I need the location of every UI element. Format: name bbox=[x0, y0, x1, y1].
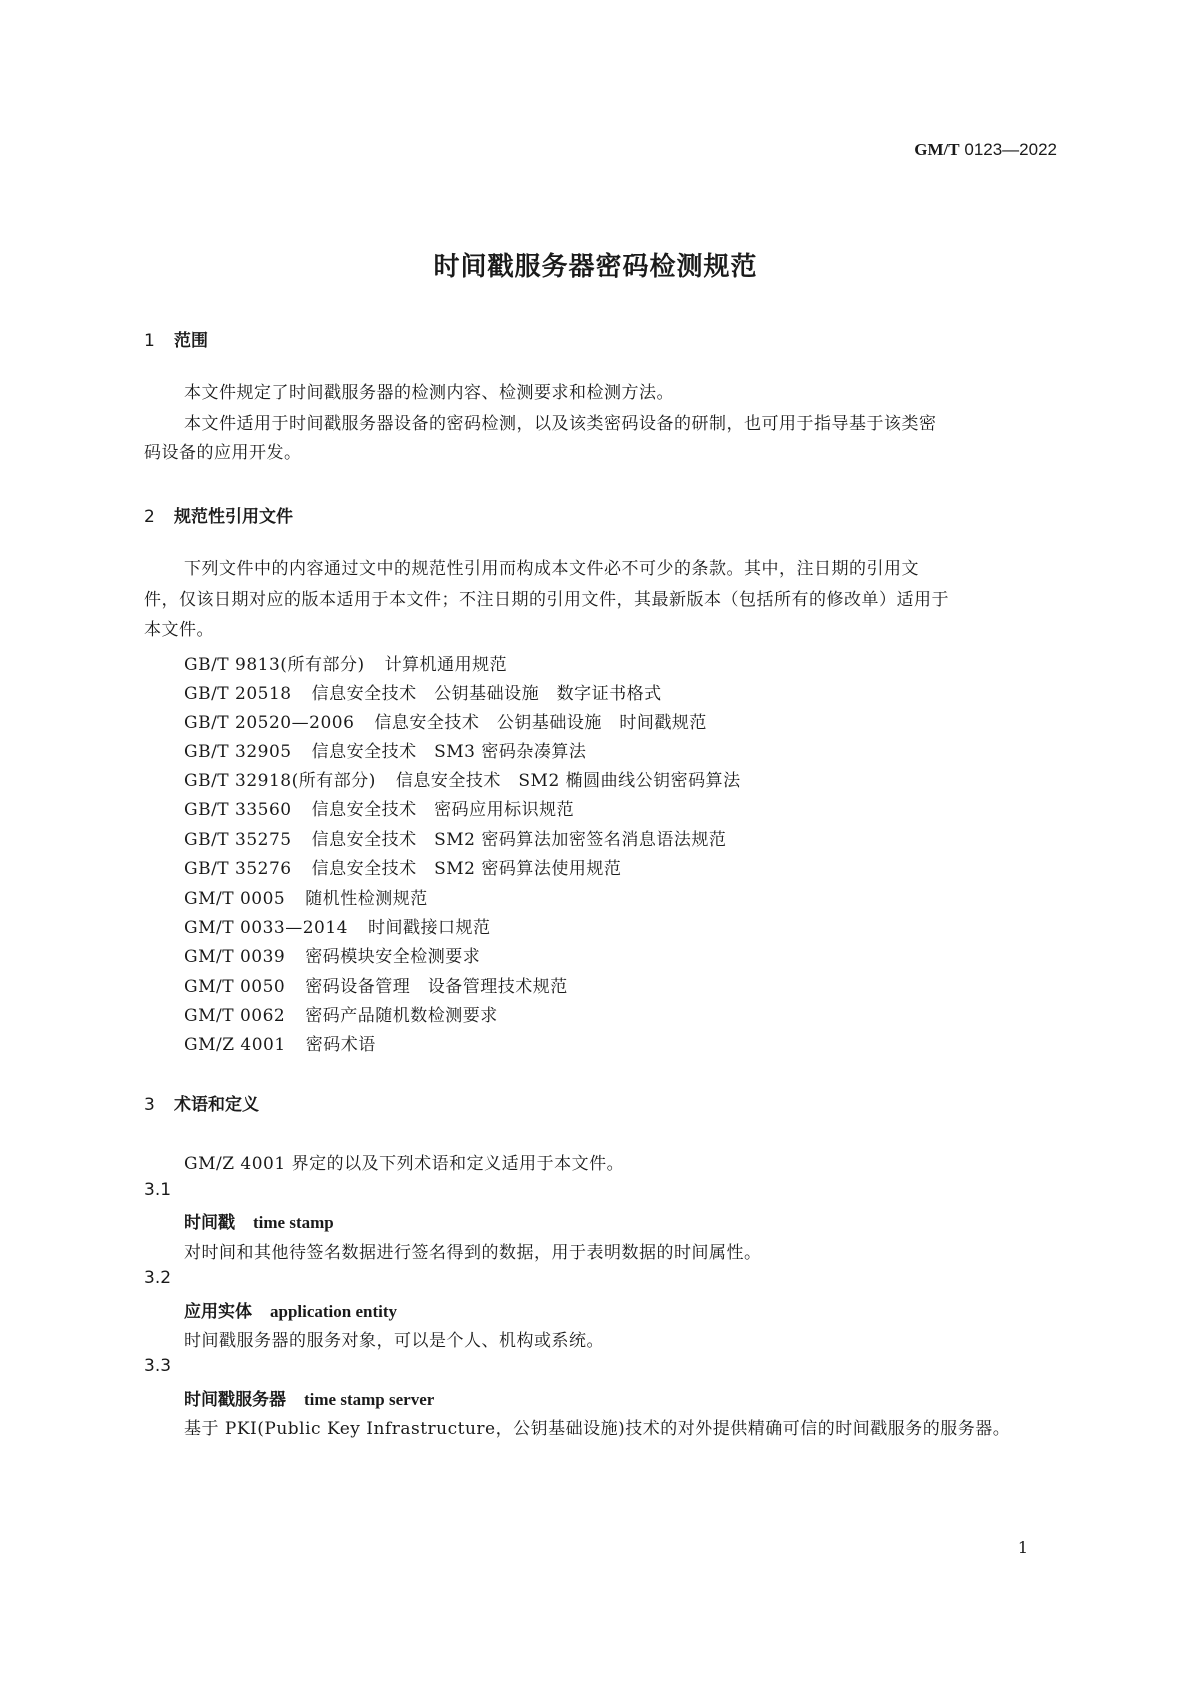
reference-item bbox=[184, 1030, 376, 1055]
section-number: 3 bbox=[144, 1095, 155, 1115]
reference-name: 信息安全技术 SM3 密码杂凑算法 bbox=[311, 742, 587, 762]
reference-code: GB/T 33560 bbox=[184, 800, 292, 820]
term-en: application entity bbox=[270, 1302, 398, 1321]
reference-name: 密码设备管理 设备管理技术规范 bbox=[305, 977, 568, 997]
reference-code: GB/T 32905 bbox=[184, 742, 292, 762]
reference-code: GM/T 0050 bbox=[184, 977, 286, 997]
scope-paragraph-1: 本文件规定了时间戳服务器的检测内容、检测要求和检测方法。 bbox=[184, 383, 674, 403]
document-number bbox=[914, 140, 1057, 160]
section-title: 术语和定义 bbox=[174, 1095, 259, 1115]
term-zh: 应用实体 bbox=[184, 1302, 252, 1322]
term-definition: 对时间和其他待签名数据进行签名得到的数据，用于表明数据的时间属性。 bbox=[184, 1243, 762, 1263]
section-number: 2 bbox=[144, 507, 155, 527]
reference-item bbox=[184, 795, 574, 820]
reference-name: 密码产品随机数检测要求 bbox=[305, 1006, 498, 1026]
reference-name: 信息安全技术 密码应用标识规范 bbox=[311, 800, 575, 820]
reference-code: GB/T 20520—2006 bbox=[184, 713, 355, 733]
scope-paragraph-2-line-2: 码设备的应用开发。 bbox=[144, 443, 302, 463]
normative-intro-line-2: 件，仅该日期对应的版本适用于本文件；不注日期的引用文件，其最新版本（包括所有的修改单）适用于 bbox=[144, 590, 949, 610]
reference-code: GM/T 0033—2014 bbox=[184, 918, 348, 938]
reference-code: GM/T 0062 bbox=[184, 1006, 286, 1026]
page-title: 时间戳服务器密码检测规范 bbox=[433, 252, 758, 282]
reference-name: 信息安全技术 SM2 密码算法使用规范 bbox=[311, 859, 622, 879]
section-heading-terms bbox=[144, 1090, 259, 1115]
reference-name: 密码模块安全检测要求 bbox=[305, 947, 481, 967]
reference-name: 信息安全技术 公钥基础设施 时间戳规范 bbox=[374, 713, 707, 733]
section-title: 范围 bbox=[174, 331, 208, 351]
reference-name: 密码术语 bbox=[305, 1035, 376, 1055]
reference-name: 信息安全技术 SM2 密码算法加密签名消息语法规范 bbox=[311, 830, 727, 850]
reference-code: GM/T 0005 bbox=[184, 889, 286, 909]
reference-item bbox=[184, 854, 621, 879]
reference-code: GM/T 0039 bbox=[184, 947, 286, 967]
reference-code: GB/T 20518 bbox=[184, 684, 292, 704]
terms-intro: GM/Z 4001 界定的以及下列术语和定义适用于本文件。 bbox=[184, 1154, 625, 1174]
section-number: 1 bbox=[144, 331, 155, 351]
reference-item bbox=[184, 737, 586, 762]
term-number: 3.2 bbox=[144, 1268, 172, 1288]
normative-intro-line-3: 本文件。 bbox=[144, 620, 214, 640]
term-heading bbox=[184, 1208, 334, 1233]
reference-code: GB/T 32918(所有部分) bbox=[184, 771, 376, 791]
reference-item bbox=[184, 825, 726, 850]
reference-code: GM/Z 4001 bbox=[184, 1035, 286, 1055]
term-zh: 时间戳服务器 bbox=[184, 1390, 286, 1410]
reference-name: 随机性检测规范 bbox=[305, 889, 428, 909]
reference-name: 计算机通用规范 bbox=[384, 655, 508, 675]
term-definition: 时间戳服务器的服务对象，可以是个人、机构或系统。 bbox=[184, 1331, 604, 1351]
term-zh: 时间戳 bbox=[184, 1213, 235, 1233]
term-definition: 基于 PKI(Public Key Infrastructure，公钥基础设施)技术的对外提供精确可信的时间戳服务的服务器。 bbox=[184, 1419, 1011, 1439]
section-title: 规范性引用文件 bbox=[174, 507, 293, 527]
term-number: 3.1 bbox=[144, 1180, 172, 1200]
reference-item bbox=[184, 650, 507, 675]
section-heading-normative-references bbox=[144, 502, 293, 527]
reference-code: GB/T 35276 bbox=[184, 859, 292, 879]
section-heading-scope bbox=[144, 326, 208, 351]
reference-item bbox=[184, 679, 662, 704]
reference-item bbox=[184, 884, 428, 909]
doc-prefix: GM/T bbox=[914, 140, 960, 159]
page-number: 1 bbox=[1017, 1538, 1028, 1557]
doc-number: 0123—2022 bbox=[964, 140, 1057, 159]
reference-name: 信息安全技术 公钥基础设施 数字证书格式 bbox=[311, 684, 662, 704]
reference-name: 信息安全技术 SM2 椭圆曲线公钥密码算法 bbox=[395, 771, 741, 791]
normative-intro-line-1: 下列文件中的内容通过文中的规范性引用而构成本文件必不可少的条款。其中，注日期的引用文 bbox=[184, 559, 919, 579]
reference-item bbox=[184, 942, 480, 967]
reference-item bbox=[184, 766, 741, 791]
term-heading bbox=[184, 1297, 397, 1322]
term-heading bbox=[184, 1385, 434, 1410]
term-en: time stamp bbox=[253, 1213, 334, 1232]
reference-item bbox=[184, 972, 568, 997]
reference-item bbox=[184, 1001, 498, 1026]
reference-code: GB/T 9813(所有部分) bbox=[184, 655, 365, 675]
reference-item bbox=[184, 913, 490, 938]
reference-code: GB/T 35275 bbox=[184, 830, 292, 850]
term-en: time stamp server bbox=[304, 1390, 435, 1409]
reference-item bbox=[184, 708, 707, 733]
scope-paragraph-2-line-1: 本文件适用于时间戳服务器设备的密码检测，以及该类密码设备的研制，也可用于指导基于该类密 bbox=[184, 414, 937, 434]
reference-name: 时间戳接口规范 bbox=[367, 918, 491, 938]
term-number: 3.3 bbox=[144, 1356, 172, 1376]
